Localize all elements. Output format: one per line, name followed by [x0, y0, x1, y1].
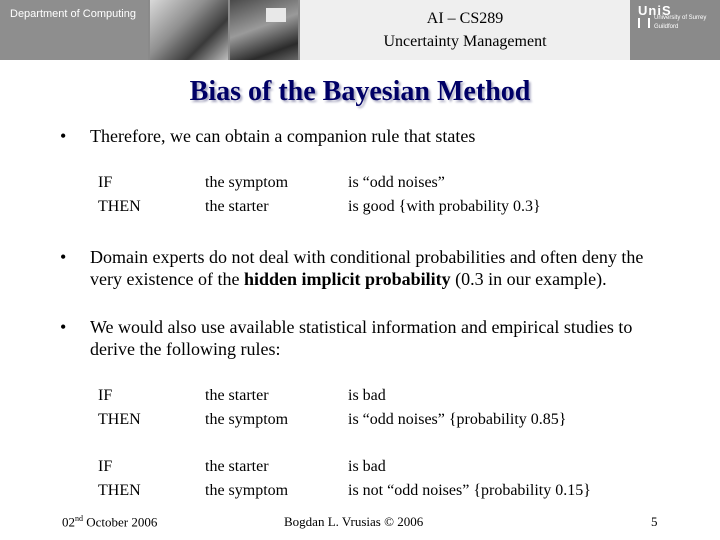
rule1-if-keyword: IF — [98, 174, 113, 191]
rule2-if-keyword: IF — [98, 387, 113, 404]
rule2-then-keyword: THEN — [98, 411, 141, 428]
rule2-if-value: is bad — [348, 387, 386, 404]
bullet-text-bold: hidden implicit probability — [243, 269, 451, 289]
footer-date-day: 02 — [62, 514, 75, 530]
department-name: Department of Computing — [10, 8, 136, 20]
university-logo — [632, 0, 720, 60]
footer-page-number: 5 — [651, 514, 658, 529]
header-photo-students — [230, 0, 298, 60]
rule1-then-value: is good {with probability 0.3} — [348, 198, 541, 215]
bullet-icon: • — [60, 317, 67, 337]
rule3-if-value: is bad — [348, 458, 386, 475]
logo-emblem-icon — [638, 18, 650, 28]
bullet-icon: • — [60, 126, 67, 146]
footer-author: Bogdan L. Vrusias © 2006 — [284, 514, 424, 529]
course-title-box — [300, 0, 630, 60]
logo-location: Guildford — [654, 24, 679, 30]
rule3-then-subject: the symptom — [205, 482, 289, 499]
bullet-text-part1: Domain experts do not deal with conditional probabilities and often deny the very existence of the — [90, 247, 644, 289]
rule3-then-keyword: THEN — [98, 482, 141, 499]
rule1-then-subject: the starter — [205, 198, 269, 215]
slide-header — [0, 0, 720, 60]
logo-university-name: University of Surrey — [654, 15, 707, 21]
header-photo-lab — [150, 0, 228, 60]
logo-mark: UniS — [638, 3, 672, 18]
department-banner — [0, 0, 148, 60]
rule2-then-value: is “odd noises” {probability 0.85} — [348, 411, 567, 428]
rule3-if-subject: the starter — [205, 458, 269, 475]
rule2-if-subject: the starter — [205, 387, 269, 404]
bullet-text-part2: (0.3 in our example). — [450, 269, 607, 289]
bullet-text: We would also use available statistical information and empirical studies to derive the following rules: — [90, 317, 633, 359]
rule2-then-subject: the symptom — [205, 411, 289, 428]
course-topic: Uncertainty Management — [383, 33, 547, 50]
bullet-text: Therefore, we can obtain a companion rule that states — [90, 126, 476, 146]
rule1-then-keyword: THEN — [98, 198, 141, 215]
bullet-icon: • — [60, 247, 67, 267]
footer-date-rest: October 2006 — [83, 514, 158, 530]
rule3-if-keyword: IF — [98, 458, 113, 475]
rule1-if-subject: the symptom — [205, 174, 289, 191]
footer-date-suffix: nd — [75, 514, 83, 523]
slide-title: Bias of the Bayesian Method — [189, 76, 531, 107]
bullet-text — [90, 246, 670, 290]
rule1-if-value: is “odd noises” — [348, 174, 445, 191]
course-code: AI – CS289 — [426, 10, 504, 27]
monitor-icon — [266, 8, 286, 22]
footer-date — [62, 514, 157, 530]
rule3-then-value: is not “odd noises” {probability 0.15} — [348, 482, 591, 499]
